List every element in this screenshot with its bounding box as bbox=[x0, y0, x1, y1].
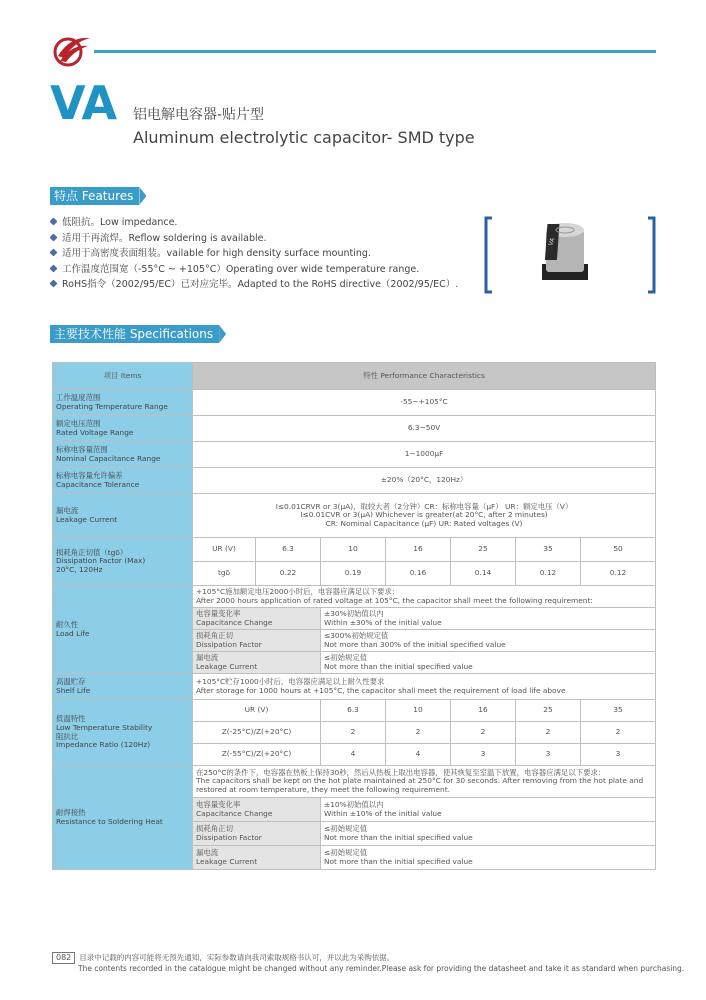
series-code: VA bbox=[50, 76, 117, 130]
feature-item: RoHS指令（2002/95/EC）已对应完毕。Adapted to the RoHS directive（2002/95/EC）. bbox=[50, 277, 460, 293]
feature-item: 工作温度范围宽（-55°C ~ +105°C）Operating over wide temperature range. bbox=[50, 262, 460, 278]
row-value: I≤0.01CRVR or 3(μA)，取较大者（2分钟）CR：标称电容量（μF） UR：额定电压（V） I≤0.01CVR or 3(μA) Whichever is greater(at 20°C, after 2 minutes) CR: Nominal Capacitance (μF) UR: Rated voltages (V) bbox=[193, 494, 656, 538]
bullet-icon bbox=[50, 264, 58, 272]
row-value: ±20%（20°C，120Hz） bbox=[193, 468, 656, 494]
features-list bbox=[50, 215, 460, 293]
header-rule bbox=[94, 50, 656, 53]
table-row bbox=[53, 700, 656, 722]
feature-item: 低阻抗。Low impedance. bbox=[50, 215, 460, 231]
lt-value: 2 bbox=[581, 722, 656, 744]
table-row bbox=[53, 442, 656, 468]
df-volt: 25 bbox=[451, 538, 516, 562]
df-value: 0.22 bbox=[256, 562, 321, 586]
sub-value: ±30%初始值以内 Within ±30% of the initial value bbox=[321, 608, 656, 630]
row-value: -55~+105°C bbox=[193, 390, 656, 416]
table-row bbox=[53, 494, 656, 538]
table-row bbox=[53, 674, 656, 700]
row-label: 工作温度范围 Operating Temperature Range bbox=[53, 390, 193, 416]
title-english: Aluminum electrolytic capacitor- SMD type bbox=[133, 128, 475, 147]
row-value: 1~1000μF bbox=[193, 442, 656, 468]
lt-volt: 25 bbox=[516, 700, 581, 722]
df-volt: 35 bbox=[516, 538, 581, 562]
table-row bbox=[53, 586, 656, 608]
df-volt: 6.3 bbox=[256, 538, 321, 562]
lt-value: 4 bbox=[321, 744, 386, 766]
table-row bbox=[53, 468, 656, 494]
table-row bbox=[53, 416, 656, 442]
footer-note-en: The contents recorded in the catalogue might be changed without any reminder.Please ask for providing the datasheet and take it as standard when purchasing. bbox=[78, 964, 685, 973]
lt-volt: 16 bbox=[451, 700, 516, 722]
footer-note-cn: 目录中记载的内容可能将无预先通知，实际参数请向我司索取规格书认可，并以此为采购依据。 bbox=[79, 953, 395, 962]
table-row bbox=[53, 766, 656, 798]
bullet-icon bbox=[50, 249, 58, 257]
svg-text:VA: VA bbox=[547, 236, 557, 247]
sub-value: ±10%初始值以内 Within ±10% of the initial value bbox=[321, 798, 656, 822]
row-label: 高温贮存 Shelf Life bbox=[53, 674, 193, 700]
sub-label: 电容量变化率 Capacitance Change bbox=[193, 608, 321, 630]
lt-volt: 6.3 bbox=[321, 700, 386, 722]
df-ur-label: UR (V) bbox=[193, 538, 256, 562]
row-label: 低温特性 Low Temperature Stability 阻抗比 Impedance Ratio (120Hz) bbox=[53, 700, 193, 766]
row-value: +105°C贮存1000小时后，电容器应满足以上耐久性要求 After storage for 1000 hours at +105°C, the capacitor shall meet the requirement of load life above bbox=[193, 674, 656, 700]
specifications-heading: 主要技术性能 Specifications bbox=[50, 325, 219, 343]
lt-value: 2 bbox=[386, 722, 451, 744]
df-value: 0.19 bbox=[321, 562, 386, 586]
row-value: +105°C施加额定电压2000小时后，电容器应满足以下要求： After 2000 hours application of rated voltage at 105°C, the capacitor shall meet the following requirement: bbox=[193, 586, 656, 608]
df-value: 0.12 bbox=[516, 562, 581, 586]
row-label: 损耗角正切值（tgδ） Dissipation Factor (Max) 20°C, 120Hz bbox=[53, 538, 193, 586]
lt-volt: 10 bbox=[386, 700, 451, 722]
lt-value: 3 bbox=[581, 744, 656, 766]
sub-label: 损耗角正切 Dissipation Factor bbox=[193, 822, 321, 846]
header-items: 项目 Items bbox=[53, 363, 193, 390]
feature-item: 适用于高密度表面组装。vailable for high density surface mounting. bbox=[50, 246, 460, 262]
row-label: 标称电容量范围 Nominal Capacitance Range bbox=[53, 442, 193, 468]
lt-value: 2 bbox=[516, 722, 581, 744]
lt-volt: 35 bbox=[581, 700, 656, 722]
sub-label: 漏电流 Leakage Current bbox=[193, 652, 321, 674]
row-label: 额定电压范围 Rated Voltage Range bbox=[53, 416, 193, 442]
lt-value: 4 bbox=[386, 744, 451, 766]
row-value: 6.3~50V bbox=[193, 416, 656, 442]
table-row bbox=[53, 390, 656, 416]
bullet-icon bbox=[50, 218, 58, 226]
product-photo bbox=[484, 216, 656, 294]
header-performance: 特性 Performance Characteristics bbox=[193, 363, 656, 390]
lt-value: 3 bbox=[451, 744, 516, 766]
sub-value: ≤初始规定值 Not more than the initial specified value bbox=[321, 822, 656, 846]
feature-item: 适用于再流焊。Reflow soldering is available. bbox=[50, 231, 460, 247]
sub-value: ≤初始规定值 Not more than the initial specified value bbox=[321, 846, 656, 870]
table-row bbox=[53, 538, 656, 562]
df-value: 0.16 bbox=[386, 562, 451, 586]
sub-label: 漏电流 Leakage Current bbox=[193, 846, 321, 870]
row-label: 漏电流 Leakage Current bbox=[53, 494, 193, 538]
row-label: 标称电容量允许偏差 Capacitance Tolerance bbox=[53, 468, 193, 494]
df-value: 0.14 bbox=[451, 562, 516, 586]
specifications-table bbox=[52, 362, 656, 870]
lt-value: 3 bbox=[516, 744, 581, 766]
page-number: 082 bbox=[52, 952, 75, 964]
bullet-icon bbox=[50, 280, 58, 288]
df-tg-label: tgδ bbox=[193, 562, 256, 586]
title-chinese: 铝电解电容器-贴片型 bbox=[133, 107, 265, 123]
sub-label: 电容量变化率 Capacitance Change bbox=[193, 798, 321, 822]
lt-value: 2 bbox=[321, 722, 386, 744]
lt-value: 2 bbox=[451, 722, 516, 744]
df-value: 0.12 bbox=[581, 562, 656, 586]
df-volt: 16 bbox=[386, 538, 451, 562]
row-label: 耐焊接热 Resistance to Soldering Heat bbox=[53, 766, 193, 870]
lt-ur-label: UR (V) bbox=[193, 700, 321, 722]
row-value: 在250°C的条件下，电容器在热板上保持30秒，然后从热板上取出电容器，使其恢复至室温下放置，电容器应满足以下要求： The capacitors shall be kept on the hot plate maintained at 250°C for 30 seconds. After removing from the hot plate and restored at room temperature, they meet the following requirement. bbox=[193, 766, 656, 798]
lt-ratio-label: Z(-55°C)/Z(+20°C) bbox=[193, 744, 321, 766]
bullet-icon bbox=[50, 233, 58, 241]
df-volt: 50 bbox=[581, 538, 656, 562]
df-volt: 10 bbox=[321, 538, 386, 562]
footer bbox=[52, 952, 684, 974]
row-label: 耐久性 Load Life bbox=[53, 586, 193, 674]
company-logo-icon bbox=[48, 30, 92, 70]
features-heading: 特点 Features bbox=[50, 187, 139, 205]
sub-label: 损耗角正切 Dissipation Factor bbox=[193, 630, 321, 652]
lt-ratio-label: Z(-25°C)/Z(+20°C) bbox=[193, 722, 321, 744]
table-header-row bbox=[53, 363, 656, 390]
sub-value: ≤300%初始规定值 Not more than 300% of the initial specified value bbox=[321, 630, 656, 652]
sub-value: ≤初始规定值 Not more than the initial specified value bbox=[321, 652, 656, 674]
